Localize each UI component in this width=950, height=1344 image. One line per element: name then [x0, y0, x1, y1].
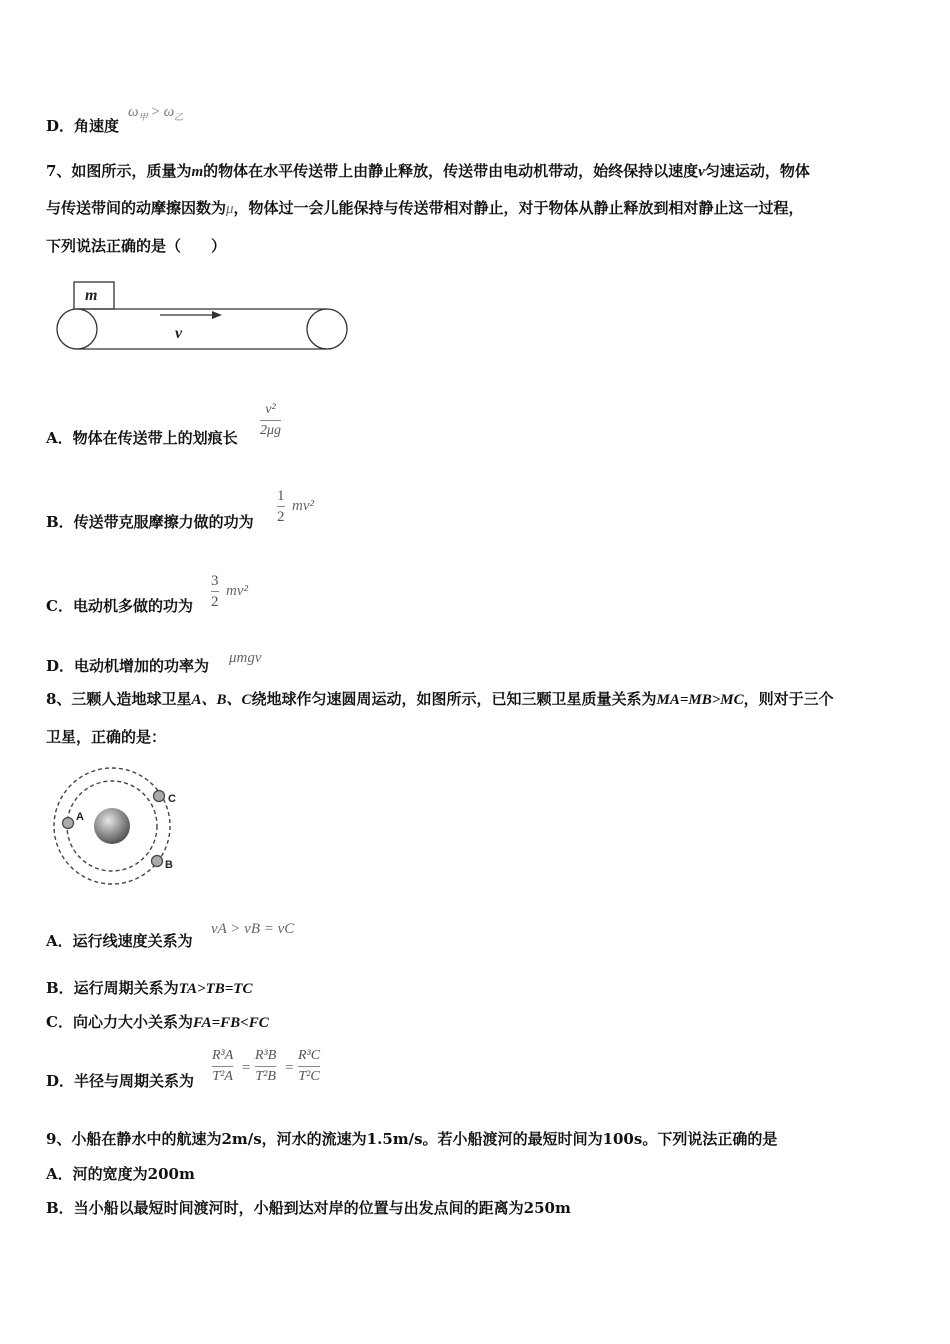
q8-option-d-eq1: = [242, 1060, 251, 1076]
q7-option-a: A．物体在传送带上的划痕长 [46, 429, 238, 447]
satellite-orbit-figure [50, 765, 190, 890]
q8-option-d-frac-c: R³C T²C [298, 1048, 321, 1084]
q7-option-d: D．电动机增加的功率为 [46, 657, 210, 675]
velocity-label: v [175, 325, 183, 342]
q8-stem-line1: 8、三颗人造地球卫星A、B、C绕地球作匀速圆周运动，如图所示，已知三颗卫星质量关系为MA=MB>MC，则对于三个 [46, 690, 834, 708]
q7-stem-line2: 与传送带间的动摩擦因数为μ，物体过一会儿能保持与传送带相对静止，对于物体从静止释放到相对静止这一过程， [46, 199, 804, 217]
satellite-c-label: C [168, 793, 176, 805]
q8-option-a-math: vA > vB = vC [211, 921, 295, 937]
q7-stem-line1: 7、如图所示，质量为m的物体在水平传送带上由静止释放，传送带由电动机带动，始终保持以速度v匀速运动，物体 [46, 162, 810, 180]
q8-option-d-frac-b: R³B T²B [255, 1048, 277, 1084]
q9-stem: 9、小船在静水中的航速为2m/s，河水的流速为1.5m/s。若小船渡河的最短时间为100s。下列说法正确的是 [46, 1130, 778, 1148]
q7-option-c-fraction: 3 2 [211, 573, 219, 610]
q6-option-d-math: $\omega_甲 > \omega_乙$ [128, 104, 184, 122]
q8-option-d: D．半径与周期关系为 [46, 1072, 195, 1090]
satellite-a [63, 818, 74, 829]
q9-option-b: B．当小船以最短时间渡河时，小船到达对岸的位置与出发点间的距离为250m [46, 1199, 571, 1217]
q8-option-c: C．向心力大小关系为FA=FB<FC [46, 1013, 269, 1031]
q8-stem-line2: 卫星，正确的是： [46, 728, 167, 746]
satellite-a-label: A [76, 811, 84, 823]
q6-option-d-label: D．角速度 [46, 117, 120, 135]
left-roller [57, 309, 97, 349]
q8-option-a: A．运行线速度关系为 [46, 932, 193, 950]
satellite-b [152, 856, 163, 867]
q7-option-c: C．电动机多做的功为 [46, 597, 193, 615]
block-m-label: m [85, 287, 98, 304]
q7-option-d-math: μmgv [229, 650, 262, 666]
q7-option-b-fraction: 1 2 [277, 488, 285, 525]
q8-option-d-eq2: = [285, 1060, 294, 1076]
q7-option-a-fraction: v² 2μg [260, 402, 282, 438]
q7-stem-line3: 下列说法正确的是（ ） [46, 237, 227, 255]
earth [94, 808, 130, 844]
satellite-c [154, 791, 165, 802]
q8-option-b: B．运行周期关系为TA>TB=TC [46, 979, 253, 997]
q7-option-c-tail: mv² [226, 583, 248, 599]
conveyor-belt-figure [52, 278, 352, 358]
satellite-b-label: B [165, 859, 173, 871]
velocity-arrowhead [212, 311, 222, 319]
right-roller [307, 309, 347, 349]
q6-option-d [46, 116, 119, 136]
q8-option-d-frac-a: R³A T²A [212, 1048, 234, 1084]
q7-option-b-tail: mv² [292, 498, 314, 514]
q9-option-a: A．河的宽度为200m [46, 1165, 195, 1183]
q7-option-b: B．传送带克服摩擦力做的功为 [46, 513, 254, 531]
